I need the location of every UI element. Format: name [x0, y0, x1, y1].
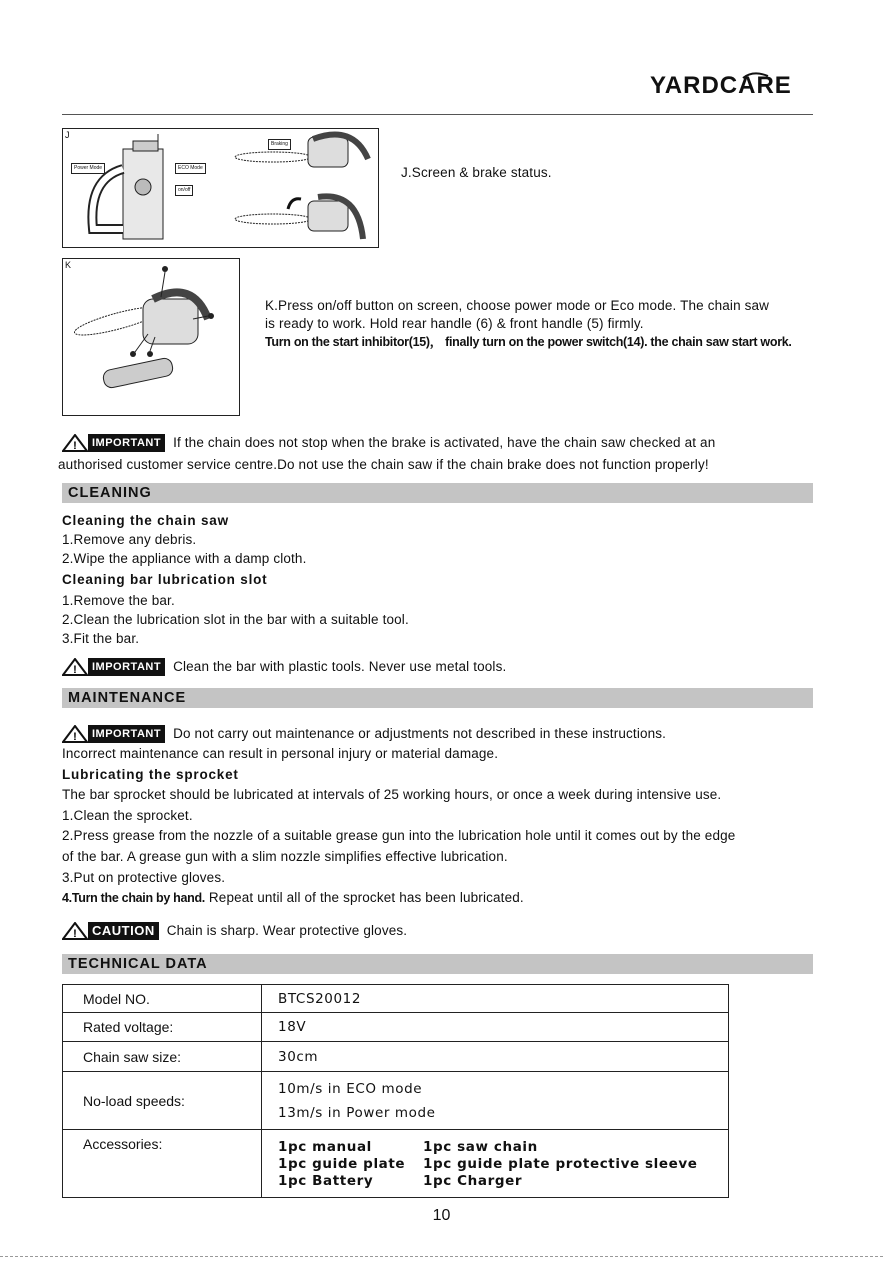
- voltage-value: 18V: [262, 1013, 729, 1042]
- figure-k-letter: K: [65, 260, 72, 270]
- table-row: [63, 1042, 729, 1072]
- figure-k-illustration: [63, 259, 239, 415]
- maintenance-damage-text: Incorrect maintenance can result in personal injury or material damage.: [62, 746, 499, 761]
- accessory-item: 1pc guide plate protective sleeve: [423, 1155, 698, 1172]
- size-label: Chain saw size:: [63, 1042, 262, 1072]
- maintenance-step: 2.Press grease from the nozzle of a suitable grease gun into the lubrication hole until it comes out by the edge: [62, 828, 736, 843]
- accessories-label: Accessories:: [63, 1130, 262, 1198]
- svg-text:!: !: [73, 440, 77, 453]
- table-row: [63, 1013, 729, 1042]
- cleaning-step: 3.Fit the bar.: [62, 631, 140, 646]
- maintenance-step: of the bar. A grease gun with a slim nozzle simplifies effective lubrication.: [62, 849, 508, 864]
- figure-j-letter: J: [65, 130, 70, 140]
- caption-k-line2: is ready to work. Hold rear handle (6) & front handle (5) firmly.: [265, 316, 644, 331]
- speed-label: No-load speeds:: [63, 1072, 262, 1130]
- cleaning-step: 2.Wipe the appliance with a damp cloth.: [62, 551, 307, 566]
- figure-j-illustration: [63, 129, 378, 247]
- warning-triangle-icon: [62, 434, 88, 452]
- maintenance-step4: [62, 888, 524, 908]
- voltage-label: Rated voltage:: [63, 1013, 262, 1042]
- accessory-item: 1pc guide plate: [278, 1155, 406, 1172]
- model-label: Model NO.: [63, 985, 262, 1013]
- section-technical-data: TECHNICAL DATA: [62, 954, 813, 974]
- table-row: [63, 1130, 729, 1198]
- important-badge: [62, 658, 165, 676]
- page-bottom-divider: [0, 1256, 883, 1257]
- figure-k: [62, 258, 240, 416]
- header-rule: [62, 114, 813, 115]
- cleaning-step: 1.Remove the bar.: [62, 593, 175, 608]
- tag-on-off: on/off: [175, 185, 193, 196]
- speed-eco: 10m/s in ECO mode: [278, 1080, 423, 1097]
- tag-power-mode: Power Mode: [71, 163, 105, 174]
- brake-warning-text1: If the chain does not stop when the brake is activated, have the chain saw checked at an: [173, 435, 716, 450]
- accessory-item: 1pc Charger: [423, 1172, 523, 1189]
- maintenance-step4a: 4.Turn the chain by hand.: [62, 891, 205, 905]
- maintenance-step: 1.Clean the sprocket.: [62, 808, 193, 823]
- warning-triangle-icon: [62, 725, 88, 743]
- caution-label: CAUTION: [88, 922, 159, 940]
- table-row: [63, 1072, 729, 1130]
- speed-power: 13m/s in Power mode: [278, 1104, 436, 1121]
- maintenance-step: 3.Put on protective gloves.: [62, 870, 226, 885]
- svg-text:!: !: [73, 664, 77, 677]
- technical-data-table: [62, 984, 729, 1198]
- cleaning-warning: [62, 657, 506, 676]
- cleaning-step: 1.Remove any debris.: [62, 532, 197, 547]
- svg-text:!: !: [73, 731, 77, 744]
- warning-triangle-icon: [62, 658, 88, 676]
- logo-text: YARDCARE: [650, 72, 792, 96]
- section-maintenance: MAINTENANCE: [62, 688, 813, 708]
- accessories-values: [262, 1130, 729, 1198]
- figure-j: [62, 128, 379, 248]
- table-row: [63, 985, 729, 1013]
- accessory-item: 1pc saw chain: [423, 1138, 538, 1155]
- important-label: IMPORTANT: [88, 658, 165, 676]
- brake-warning-line1: [62, 433, 715, 452]
- yardcare-logo: [650, 72, 812, 96]
- speed-values: [262, 1072, 729, 1130]
- caution-warning-text: Chain is sharp. Wear protective gloves.: [166, 923, 408, 938]
- tag-eco-mode: ECO Mode: [175, 163, 206, 174]
- maintenance-warning: [62, 724, 666, 743]
- section-cleaning: CLEANING: [62, 483, 813, 503]
- brake-warning-line2: authorised customer service centre.Do not use the chain saw if the chain brake does not function properly!: [58, 457, 709, 472]
- accessory-item: 1pc manual: [278, 1138, 372, 1155]
- accessories-grid: [278, 1139, 727, 1189]
- caption-k-line3: Turn on the start inhibitor(15)， finally turn on the power switch(14). the chain saw start work.: [265, 335, 792, 349]
- maintenance-intro: The bar sprocket should be lubricated at intervals of 25 working hours, or once a week during intensive use.: [62, 787, 722, 802]
- accessory-item: 1pc Battery: [278, 1172, 374, 1189]
- maintenance-subheading: Lubricating the sprocket: [62, 767, 239, 782]
- caution-warning: [62, 921, 407, 940]
- cleaning-warning-text: Clean the bar with plastic tools. Never use metal tools.: [173, 659, 507, 674]
- important-label: IMPORTANT: [88, 725, 165, 743]
- svg-text:!: !: [73, 928, 77, 941]
- warning-triangle-icon: [62, 922, 88, 940]
- important-badge: [62, 725, 165, 743]
- maintenance-warning-text: Do not carry out maintenance or adjustments not described in these instructions.: [173, 726, 667, 741]
- caption-k-line1: K.Press on/off button on screen, choose power mode or Eco mode. The chain saw: [265, 298, 770, 313]
- maintenance-step4b: Repeat until all of the sprocket has been lubricated.: [208, 890, 524, 905]
- size-value: 30cm: [262, 1042, 729, 1072]
- caption-j: J.Screen & brake status.: [401, 165, 552, 180]
- tag-braking: Braking: [268, 139, 291, 150]
- important-label: IMPORTANT: [88, 434, 165, 452]
- page-number: 10: [432, 1207, 451, 1224]
- cleaning-step: 2.Clean the lubrication slot in the bar with a suitable tool.: [62, 612, 409, 627]
- caution-badge: [62, 922, 159, 940]
- model-value: BTCS20012: [262, 985, 729, 1013]
- cleaning-subheading-slot: Cleaning bar lubrication slot: [62, 572, 268, 587]
- cleaning-subheading-saw: Cleaning the chain saw: [62, 513, 229, 528]
- important-badge: [62, 434, 165, 452]
